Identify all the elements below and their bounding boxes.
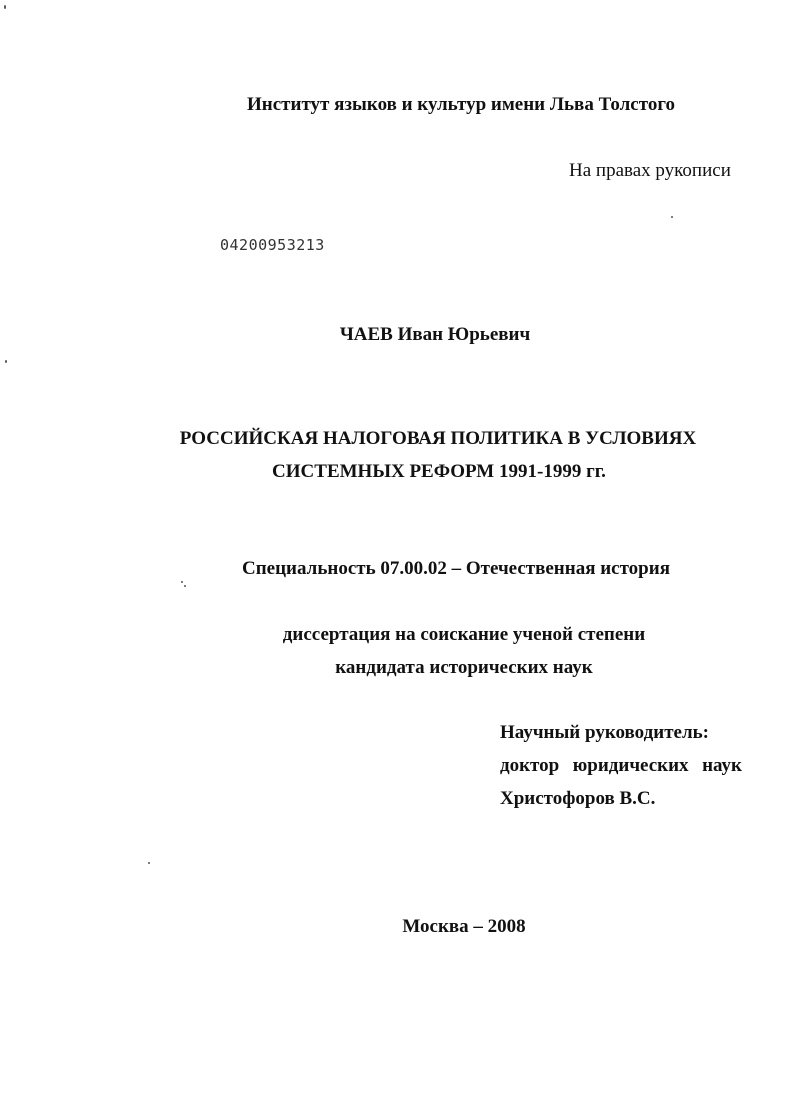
speciality: Специальность 07.00.02 – Отечественная история — [242, 558, 670, 579]
scan-speck — [148, 862, 150, 864]
supervisor-label: Научный руководитель: — [500, 722, 709, 743]
author-name: ЧАЕВ Иван Юрьевич — [339, 324, 531, 345]
dissertation-title-line-1: РОССИЙСКАЯ НАЛОГОВАЯ ПОЛИТИКА В УСЛОВИЯХ — [179, 428, 697, 449]
scan-speck — [181, 581, 183, 583]
degree-line-2: кандидата исторических наук — [335, 657, 593, 678]
scan-speck — [5, 360, 7, 363]
dissertation-title-line-2: СИСТЕМНЫХ РЕФОРМ 1991-1999 гг. — [272, 461, 606, 482]
scan-speck — [184, 585, 186, 587]
supervisor-degree: доктор юридических наук — [500, 755, 742, 776]
library-stamp: 04200953213 — [220, 236, 325, 254]
degree-line-1: диссертация на соискание ученой степени — [282, 624, 646, 645]
supervisor-name: Христофоров В.С. — [500, 788, 656, 809]
scan-speck — [4, 5, 6, 9]
city-year: Москва – 2008 — [402, 916, 526, 937]
scan-speck — [671, 216, 673, 218]
institute-name: Институт языков и культур имени Льва Толстого — [247, 94, 675, 115]
manuscript-note: На правах рукописи — [569, 160, 731, 181]
